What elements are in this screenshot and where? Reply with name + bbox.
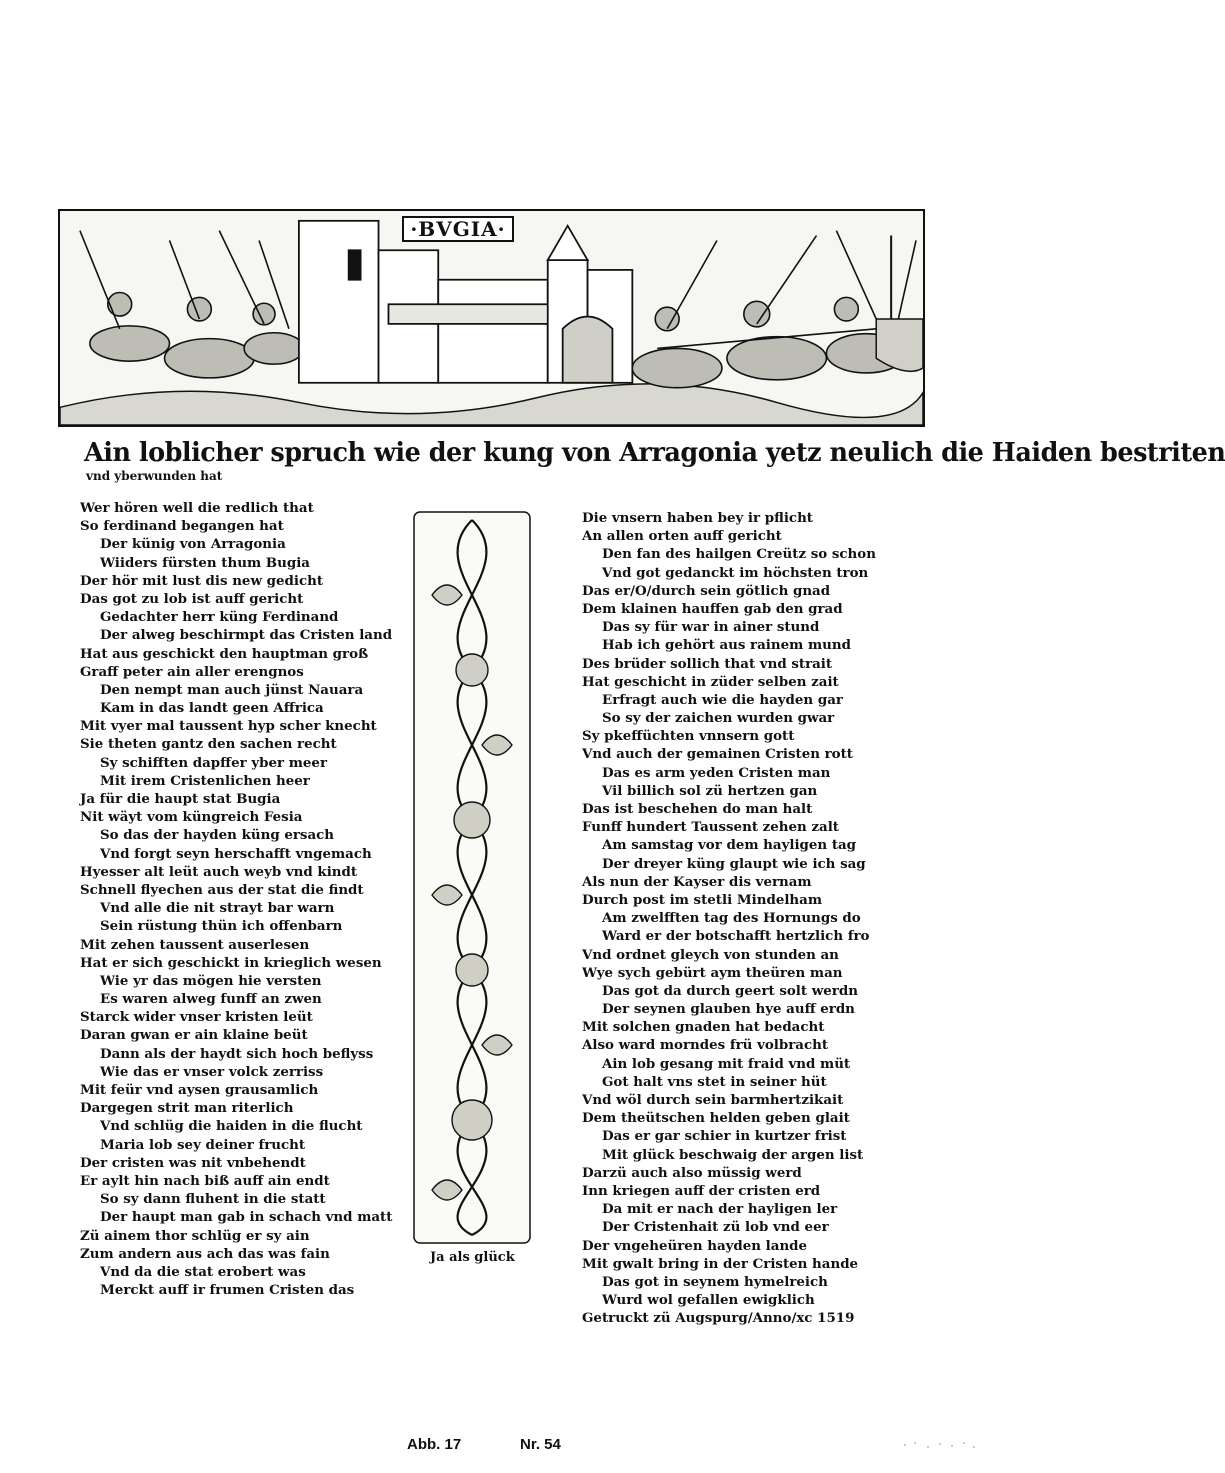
right-verse-line: Vnd auch der gemainen Cristen rott: [582, 746, 853, 763]
right-verse-line: Das er/O/durch sein götlich gnad: [582, 582, 831, 599]
catchword: Ja als glück: [430, 1250, 515, 1265]
left-verse-line: Merckt auff ir frumen Cristen das: [100, 1282, 355, 1299]
left-verse-line: Wie das er vnser volck zerriss: [100, 1063, 324, 1080]
right-verse-line: Durch post im stetli Mindelham: [582, 891, 823, 908]
right-verse-line: Mit solchen gnaden hat bedacht: [582, 1019, 825, 1036]
left-verse-line: Mit irem Cristenlichen heer: [100, 772, 310, 789]
verse-column-left: [80, 499, 393, 1299]
verse-column-right: [582, 509, 882, 1327]
ornamental-vine-border: [412, 510, 532, 1245]
right-verse-line: Mit glück beschwaig der argen list: [602, 1146, 864, 1163]
left-verse-line: Daran gwan er ain klaine beüt: [80, 1027, 308, 1044]
right-verse-line: Die vnsern haben bey ir pflicht: [582, 510, 813, 526]
left-verse-line: So ferdinand begangen hat: [80, 518, 284, 535]
left-verse-line: Mit zehen taussent auserlesen: [80, 936, 310, 953]
right-verse-line: Der dreyer küng glaupt wie ich sag: [602, 855, 866, 872]
left-verse-line: Vnd da die stat erobert was: [100, 1263, 306, 1280]
left-verse-line: Gedachter herr küng Ferdinand: [100, 609, 339, 626]
left-verse-line: Hat er sich geschickt in krieglich wesen: [80, 954, 382, 971]
right-verse-line: Der Cristenhait zü lob vnd eer: [602, 1219, 829, 1236]
left-verse-line: Der haupt man gab in schach vnd matt: [100, 1209, 393, 1226]
right-verse-line: Am zwelfften tag des Hornungs do: [602, 910, 861, 927]
scan-artifact-icon: [900, 1438, 980, 1452]
left-verse-line: Dargegen strit man riterlich: [80, 1100, 294, 1117]
broadsheet-title: Ain loblicher spruch wie der kung von Arragonia yetz neulich die Haiden bestriten: [84, 438, 1225, 468]
right-verse-line: Das sy für war in ainer stund: [602, 619, 820, 636]
left-verse-line: Maria lob sey deiner frucht: [100, 1136, 306, 1153]
right-verse-line: Hat geschicht in züder selben zait: [582, 673, 839, 690]
right-verse-line: Getruckt zü Augspurg/Anno/xc 1519: [582, 1310, 855, 1327]
left-verse-line: Sein rüstung thün ich offenbarn: [100, 918, 343, 935]
right-verse-line: Der vngeheüren hayden lande: [582, 1237, 808, 1254]
left-verse-line: Schnell flyechen aus der stat die findt: [80, 881, 364, 898]
right-verse-line: Hab ich gehört aus rainem mund: [602, 637, 851, 654]
left-verse-line: Der hör mit lust dis new gedicht: [80, 572, 324, 589]
left-verse-line: Der künig von Arragonia: [100, 536, 286, 553]
right-verse-line: Funff hundert Taussent zehen zalt: [582, 819, 839, 836]
right-verse-line: Den fan des hailgen Creütz so schon: [602, 546, 876, 563]
right-verse-line: Mit gwalt bring in der Cristen hande: [582, 1255, 859, 1272]
left-verse-line: Es waren alweg funff an zwen: [100, 991, 322, 1008]
right-verse-line: Got halt vns stet in seiner hüt: [602, 1073, 827, 1090]
right-verse-line: Das er gar schier in kurtzer frist: [602, 1128, 847, 1145]
bugia-banner: ·BVGIA·: [402, 216, 514, 242]
right-verse-line: Wurd wol gefallen ewigklich: [602, 1292, 815, 1309]
right-verse-line: Das got in seynem hymelreich: [602, 1273, 828, 1290]
right-verse-line: Als nun der Kayser dis vernam: [582, 873, 812, 890]
right-verse-line: Vil billich sol zü hertzen gan: [602, 782, 818, 799]
left-verse-line: Starck wider vnser kristen leüt: [80, 1009, 313, 1026]
left-verse-line: Den nempt man auch jünst Nauara: [100, 681, 364, 698]
right-verse-line: An allen orten auff gericht: [582, 528, 782, 545]
right-verse-line: Darzü auch also müssig werd: [582, 1164, 802, 1181]
left-verse-line: Vnd forgt seyn herschafft vngemach: [100, 845, 372, 862]
left-verse-line: Der alweg beschirmpt das Cristen land: [100, 627, 393, 644]
right-verse-line: Da mit er nach der hayligen ler: [602, 1201, 838, 1218]
right-verse-line: Vnd wöl durch sein barmhertzikait: [582, 1092, 844, 1108]
left-verse-line: Sie theten gantz den sachen recht: [80, 736, 337, 753]
vine-scroll-icon: [412, 510, 532, 1245]
right-verse-line: Vnd ordnet gleych von stunden an: [582, 946, 839, 963]
right-verse-line: Das es arm yeden Cristen man: [602, 764, 831, 781]
bugia-siege-scene: [60, 211, 923, 425]
left-verse-line: Graff peter ain aller erengnos: [80, 663, 304, 680]
catalog-number: Nr. 54: [520, 1436, 561, 1453]
left-verse-line: Wer hören well die redlich that: [80, 500, 314, 516]
left-verse-line: Zü ainem thor schlüg er sy ain: [80, 1227, 310, 1244]
right-verse-line: Ward er der botschafft hertzlich fro: [602, 928, 870, 945]
left-verse-line: So das der hayden küng ersach: [100, 827, 335, 844]
right-verse-line: Das got da durch geert solt werdn: [602, 982, 858, 999]
left-verse-line: Vnd alle die nit strayt bar warn: [100, 900, 335, 917]
left-verse-line: Kam in das landt geen Affrica: [100, 700, 324, 717]
right-verse-line: Dem klainen hauffen gab den grad: [582, 600, 843, 617]
right-verse-line: Dem theütschen helden geben glait: [582, 1110, 850, 1127]
left-verse-line: Hat aus geschickt den hauptman groß: [80, 645, 369, 662]
right-verse-line: Das ist beschehen do man halt: [582, 801, 813, 817]
left-verse-line: Mit feür vnd aysen grausamlich: [80, 1082, 319, 1098]
left-verse-line: Dann als der haydt sich hoch beflyss: [100, 1045, 374, 1062]
right-verse-line: Sy pkeffüchten vnnsern gott: [582, 728, 795, 745]
left-verse-line: Zum andern aus ach das was fain: [80, 1245, 330, 1262]
right-verse-line: Des brüder sollich that vnd strait: [582, 655, 833, 672]
left-verse-line: Der cristen was nit vnbehendt: [80, 1154, 306, 1171]
right-verse-line: Am samstag vor dem hayligen tag: [602, 837, 857, 854]
left-verse-line: So sy dann fluhent in die statt: [100, 1191, 326, 1208]
left-verse-line: Vnd schlüg die haiden in die flucht: [100, 1118, 363, 1135]
left-verse-line: Wie yr das mögen hie versten: [100, 972, 322, 989]
left-verse-line: Hyesser alt leüt auch weyb vnd kindt: [80, 863, 358, 880]
right-verse-line: Wye sych gebürt aym theüren man: [582, 964, 843, 981]
figure-number: Abb. 17: [407, 1436, 462, 1453]
right-verse-line: Inn kriegen auff der cristen erd: [582, 1182, 821, 1199]
left-verse-line: Nit wäyt vom küngreich Fesia: [80, 809, 303, 826]
right-verse-line: Erfragt auch wie die hayden gar: [602, 691, 843, 708]
left-verse-line: Ja für die haupt stat Bugia: [80, 791, 281, 807]
left-verse-line: Wiiders fürsten thum Bugia: [100, 554, 310, 571]
left-verse-line: Er aylt hin nach biß auff ain endt: [80, 1172, 330, 1189]
broadsheet-subtitle: vnd yberwunden hat: [86, 469, 223, 483]
left-verse-line: Sy schifften dapffer yber meer: [100, 754, 327, 771]
left-verse-line: Das got zu lob ist auff gericht: [80, 590, 304, 607]
left-verse-line: Mit vyer mal taussent hyp scher knecht: [80, 718, 377, 735]
right-verse-line: Vnd got gedanckt im höchsten tron: [602, 564, 869, 581]
right-verse-line: Der seynen glauben hye auff erdn: [602, 1001, 855, 1018]
right-verse-line: So sy der zaichen wurden gwar: [602, 710, 835, 727]
right-verse-line: Also ward morndes frü volbracht: [582, 1037, 829, 1054]
right-verse-line: Ain lob gesang mit fraid vnd müt: [602, 1055, 851, 1072]
